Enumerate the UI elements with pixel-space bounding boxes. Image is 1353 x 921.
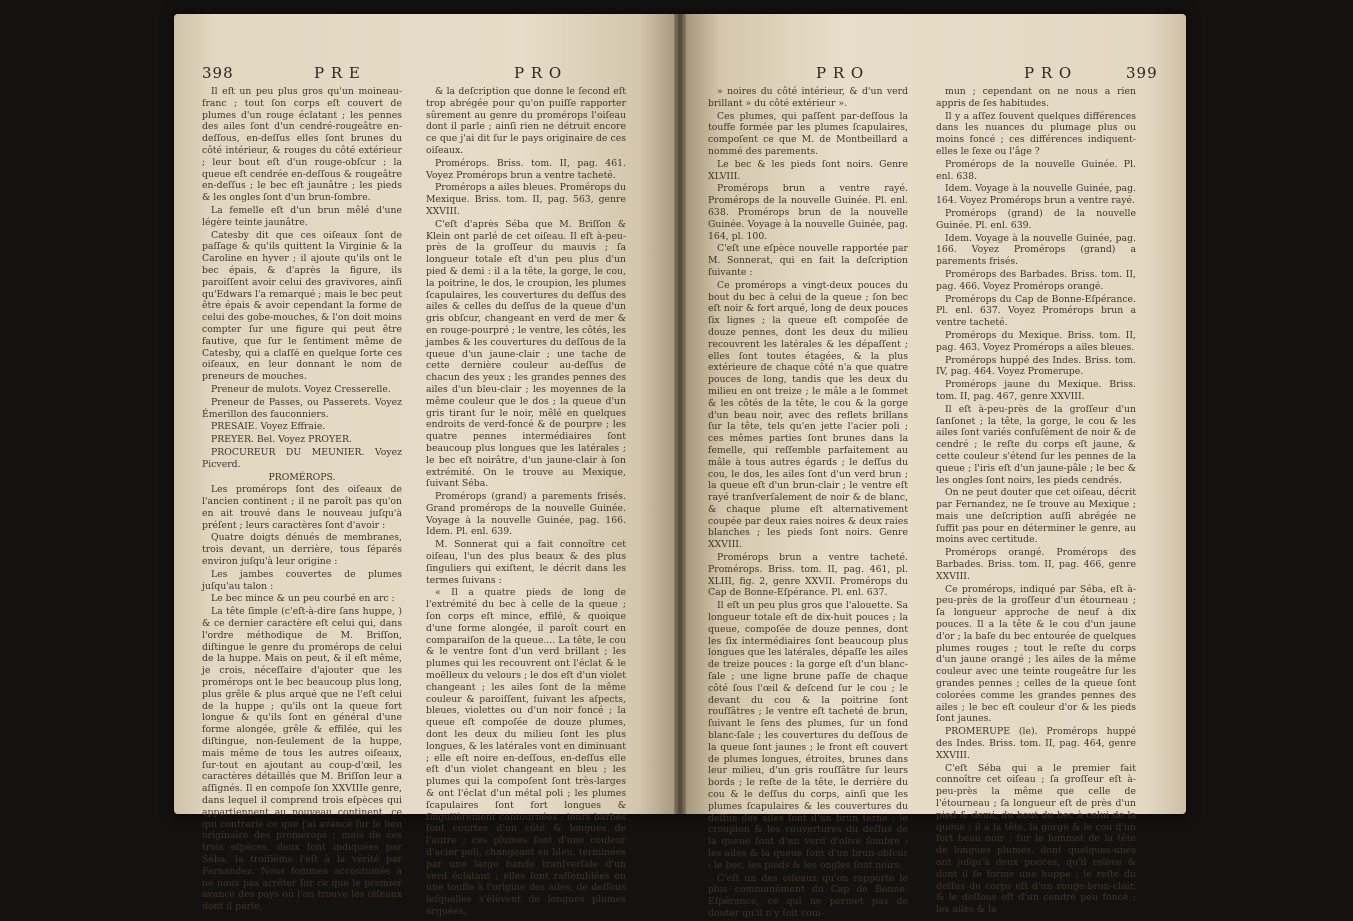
left-page	[174, 14, 674, 917]
running-head: P R O	[514, 64, 563, 82]
entry: Promérops orangé. Promérops des Barbades. Briss. tom. II, pag. 466, genre XXVIII.	[936, 547, 1136, 582]
text-column	[426, 86, 626, 919]
entry: Promérops brun a ventre tacheté. Promérops. Briss. tom. II, pag. 461, pl. XLIII, fig. 2, genre XXVII. Promérops du Cap de Bonne-Eſpérance. Pl. enl. 637.	[708, 552, 908, 599]
entry: PRESAIE. Voyez Effraie.	[211, 421, 326, 433]
entry: Promérops huppé des Indes. Briss. tom. IV, pag. 464. Voyez Promerupe.	[936, 354, 1136, 378]
entry: Promérops du Mexique. Briss. tom. II, pag. 463. Voyez Promérops a ailes bleues.	[936, 329, 1136, 353]
paragraph: Les promérops ſont des oiſeaux de l'ancien continent ; il ne paroît pas qu'on en ait trouvé dans le nouveau juſqu'à préſent ; leurs caractères ſont d'avoir :	[202, 484, 402, 531]
entry: Promérops a ailes bleues. Promérops du Mexique. Briss. tom. II, pag. 563, genre XXVIII.	[426, 182, 626, 217]
paragraph: Il eſt un peu plus gros que l'alouette. Sa longueur totale eſt de dix-huit pouces ; la queue, compoſée de douze pennes, dont les ſix intermédiaires ſont beaucoup plus longues que les latérales, dépaſſe les ailes de treize pouces : la gorge eſt d'un blanc-ſale ; une ligne brune paſſe de chaque côté ſous l'œil & deſcend ſur le cou ; le devant du cou & la poitrine ſont rouſſâtres ; le ventre eſt tacheté de brun, ſuivant le ſens des plumes, ſur un fond blanc-ſale ; les couvertures du deſſous de la queue ſont jaunes ; le front eſt couvert de plumes longues, étroites, brunes dans leur milieu, d'un gris rouſſâtre ſur leurs bords ; le reſte de la tête, le derrière du cou & le deſſus du corps, ainſi que les plumes ſcapulaires & les couvertures du deſſus des ailes ſont d'un brun terne ; le croupion & les couvertures du deſſus de la queue ſont d'un verd d'olive ſombre : les ailes & la queue ſont d'un brun-obſcur : le bec, les pieds & les ongles ſont noirs.	[708, 600, 908, 871]
running-head: P R E	[314, 64, 361, 82]
entry: Promérops (grand) de la nouvelle Guinée. Pl. enl. 639.	[936, 207, 1136, 231]
paragraph: Les jambes couvertes de plumes juſqu'au talon :	[202, 568, 402, 592]
paragraph: Il y a aſſez ſouvent quelques différences dans les nuances du plumage plus ou moins foncé ; ces différences indiquent-elles le ſexe ou l'âge ?	[936, 110, 1136, 157]
entry: Promérops des Barbades. Briss. tom. II, pag. 466. Voyez Promérops orangé.	[936, 268, 1136, 292]
paragraph: Ce promérops, indiqué par Séba, eſt à-peu-près de la groſſeur d'un étourneau ; ſa longueur approche de neuf à dix pouces. Il a la tête & le cou d'un jaune d'or ; la baſe du bec entourée de quelques plumes rouges ; tout le reſte du corps d'un jaune orangé ; les ailes de la même couleur avec une teinte rougeâtre ſur les grandes pennes ; celles de la queue ſont colorées comme les grandes pennes des ailes ; le bec eſt couleur d'or & les pieds ſont jaunes.	[936, 583, 1136, 725]
page-number: 399	[1126, 64, 1158, 82]
paragraph: C'eſt d'après Séba que M. Briſſon & Klein ont parlé de cet oiſeau. Il eſt à-peu-près de la groſſeur du mauvis ; ſa longueur totale eſt d'un peu plus d'un pied & demi : il a la tête, la gorge, le cou, la poitrine, le dos, le croupion, les plumes ſcapulaires, les couvertures du deſſus des ailes & celles du deſſus de la queue d'un gris obſcur, changeant en verd de mer & en rouge-pourpré ; le ventre, les côtés, les jambes & les couvertures du deſſous de la queue d'un jaune-clair ; une tache de cette dernière couleur au-deſſus de chacun des yeux ; les grandes pennes des ailes d'un bleu-clair ; les moyennes de la même couleur que le dos ; la queue d'un gris tirant ſur le noir, mêlé en quelques endroits de verd-foncé & de pourpre ; les quatre pennes intermédiaires ſont beaucoup plus longues que les latérales ; le bec eſt noirâtre, d'un jaune-clair à ſon extrémité. On le trouve au Mexique, ſuivant Séba.	[426, 218, 626, 490]
entry: Preneur de Passes, ou Passerets. Voyez Émerillon des fauconniers.	[202, 396, 402, 420]
paragraph: La tête ſimple (c'eſt-à-dire ſans huppe, ) & ce dernier caractère eſt celui qui, dans l'ordre méthodique de M. Briſſon, diſtingue le genre du promérops de celui de la huppe. Mais on peut, & il eſt même, je crois, néceſſaire d'ajouter que les promérops ont le bec beaucoup plus long, plus grêle & plus arqué que ne l'eſt celui de la huppe ; qu'ils ont la queue fort longue & qu'ils ſont en général d'une forme alongée, grêle & effilée, qui les diſtingue, non-ſeulement de la huppe, mais même de tous les autres oiſeaux, ſur-tout en ajoutant au coup-d'œil, les caractères détaillés que M. Briſſon leur a aſſignés. Il en compoſe ſon XXVIIIe genre, dans lequel il comprend trois eſpèces qui appartiennent au nouveau continent, ce qui contrarie ce que j'ai avancé ſur le lieu originaire des promérops ; mais de ces trois eſpèces, deux ſont indiquées par Séba, la troiſième l'eſt à la vérité par Fernandez. Nous ſommes accoutumés à ne nous pas arrêter ſur ce que le premier avance des pays où l'on trouve les oiſeaux dont il parle,	[202, 606, 402, 913]
entry: PROCUREUR DU MEUNIER. Voyez Picverd.	[202, 446, 402, 470]
text-column	[202, 86, 402, 914]
paragraph: On ne peut douter que cet oiſeau, décrit par Fernandez, ne ſe trouve au Mexique ; mais une deſcription auſſi abrégée ne ſuffit pas pour en déterminer le genre, au moins avec certitude.	[936, 487, 1136, 546]
paragraph: mun ; cependant on ne nous a rien appris de ſes habitudes.	[936, 86, 1136, 109]
entry: Promérops brun a ventre rayé. Promérops de la nouvelle Guinée. Pl. enl. 638. Promérops brun de la nouvelle Guinée. Voyage à la nouvelle Guinée, pag. 164, pl. 100.	[708, 183, 908, 242]
running-head: P R O	[816, 64, 865, 82]
page-number: 398	[202, 64, 234, 82]
entry: Promérops (grand) a parements frisés. Grand promérops de la nouvelle Guinée. Voyage à la nouvelle Guinée, pag. 166. Idem. Pl. enl. 639.	[426, 491, 626, 538]
entry: Idem. Voyage à la nouvelle Guinée, pag. 166. Voyez Promérops (grand) a parements frisés.	[936, 232, 1136, 268]
entry: Idem. Voyage à la nouvelle Guinée, pag. 164. Voyez Promérops brun a ventre rayé.	[936, 183, 1136, 207]
text-column	[936, 86, 1136, 917]
entry: Promérops jaune du Mexique. Briss. tom. II, pag. 467, genre XXVIII.	[936, 379, 1136, 402]
paragraph: Quatre doigts dénués de membranes, trois devant, un derrière, tous ſéparés environ juſqu'à leur origine :	[202, 532, 402, 568]
open-book	[174, 14, 1186, 919]
quotation: « Il a quatre pieds de long de l'extrémité du bec à celle de la queue ; ſon corps eſt mince, effilé, & quoique d'une forme alongée, il paroît court en comparaiſon de la queue.... La tête, le cou & le ventre ſont d'un verd brillant ; les plumes qui les recouvrent ont l'éclat & le moëlleux du velours ; le dos eſt d'un violet changeant ; les ailes ſont de la même couleur & paroiſſent, ſuivant les aſpects, bleues, violettes ou d'un noir foncé ; la queue eſt compoſée de douze plumes, dont les deux du milieu ſont les plus longues, & les latérales vont en diminuant ; elle eſt noire en-deſſous, en-deſſus elle eſt d'un violet changeant en bleu ; les plumes qui la compoſent ſont très-larges & ont l'éclat d'un métal poli ; les plumes ſcapulaires ſont fort longues & ſingulièrement contournées ; leurs barbes ſont courtes d'un côté & longues de l'autre ; ces plumes ſont d'une couleur d'acier poli, changeant en bleu, terminées par une large bande tranſverſale d'un verd éclatant ; elles ſont raſſemblées en une touffe à l'origine des ailes, de deſſous leſquelles s'élèvent de longues plumes arquées,	[426, 587, 626, 917]
entry-heading: PROMÉROPS.	[268, 471, 336, 483]
entry: Promérops. Briss. tom. II, pag. 461. Voyez Promérops brun a ventre tacheté.	[426, 157, 626, 181]
paragraph: C'eſt un des oiſeaux qu'on rapporte le plus communément du Cap de Bonne-Eſpérance, ce qui ne permet pas de douter qu'il n'y ſoit com-	[708, 872, 908, 919]
right-page	[686, 14, 1186, 919]
paragraph: Catesby dit que ces oiſeaux ſont de paſſage & qu'ils quittent la Virginie & la Caroline en hyver ; il ajoute qu'ils ont le bec épais, & d'après la figure, ils paroiſſent avoir celui des gravivores, ainſi qu'Edwars l'a remarqué ; mais le bec peut être épais & avoir cependant la forme de celui des gobe-mouches, & l'on doit moins compter ſur une figure qui peut être fautive, que ſur le ſentiment même de Catesby, qui a claſſé en quelque ſorte ces oiſeaux, en leur donnant le nom de preneurs de mouches.	[202, 229, 402, 383]
paragraph: C'eſt Séba qui a le premier fait connoître cet oiſeau ; ſa groſſeur eſt à-peu-près la même que celle de l'étourneau ; ſa longueur eſt de près d'un pied & demi, du bout du bec à celui de la queue ; il a la tête, la gorge & le cou d'un fort beau noir ; ſur le ſommet de la tête de longues plumes, dont quelques-unes ont juſqu'à deux pouces, qu'il relève & dont il ſe forme une huppe ; le reſte du deſſus du corps eſt d'un rouge-brun-clair, & le deſſous eſt d'un cendré peu foncé ; les ailes & la	[936, 762, 1136, 916]
paragraph: La femelle eſt d'un brun mêlé d'une légère teinte jaunâtre.	[202, 204, 402, 228]
paragraph: Ces plumes, qui paſſent par-deſſous la touffe formée par les plumes ſcapulaires, compoſent ce que M. de Montbeillard a nommé des parements.	[708, 110, 908, 157]
entry: Promérops du Cap de Bonne-Eſpérance. Pl. enl. 637. Voyez Promérops brun a ventre tacheté.	[936, 293, 1136, 329]
entry: Promérops de la nouvelle Guinée. Pl. enl. 638.	[936, 158, 1136, 182]
entry: PROMERUPE (le). Promérops huppé des Indes. Briss. tom. II, pag. 464, genre XXVIII.	[936, 726, 1136, 761]
paragraph: & la deſcription que donne le ſecond eſt trop abrégée pour qu'on puiſſe rapporter sûrement au genre du promérops l'oiſeau dont il parle ; ainſi rien ne détruit encore ce que j'ai dit ſur le pays originaire de ces oiſeaux.	[426, 86, 626, 156]
entry: PREYER. Bel. Voyez PROYER.	[211, 434, 352, 446]
paragraph: Le bec mince & un peu courbé en arc :	[211, 593, 395, 605]
paragraph: Il eſt un peu plus gros qu'un moineau-franc ; tout ſon corps eſt couvert de plumes d'un rouge éclatant ; les pennes des ailes ſont d'un cendré-rougeâtre en-deſſous, en-deſſus elles ſont brunes du côté intérieur, & rouges du côté extérieur ; leur bout eſt d'un rouge-obſcur ; la queue eſt cendrée en-deſſous & rougeâtre en-deſſus ; le bec eſt jaunâtre ; les pieds & les ongles ſont d'un brun-ſombre.	[202, 86, 402, 204]
text-column	[708, 86, 908, 921]
book-gutter	[674, 14, 686, 814]
paragraph: Ce promérops a vingt-deux pouces du bout du bec à celui de la queue ; ſon bec eſt noir & fort arqué, long de deux pouces ſix lignes ; la queue eſt compoſée de douze pennes, dont les deux du milieu recouvrent les latérales & les dépaſſent ; elles ſont toutes étagées, & la plus extérieure de chaque côté n'a que quatre pouces de long, tandis que les deux du milieu en ont treize ; le mâle a le ſommet & les côtés de la tête, le cou & la gorge d'un beau noir, avec des reflets brillans ſur la tête, tels qu'en jette l'acier poli ; ces mêmes parties ſont brunes dans la femelle, qui reſſemble parfaitement au mâle à tous autres égards ; le deſſus du cou, le dos, les ailes ſont d'un verd brun ; la queue eſt d'un brun-clair ; le ventre eſt rayé tranſverſalement de noir & de blanc, & chaque plume eſt alternativement coupée par deux raies noires & deux raies blanches ; les pieds ſont noirs. Genre XXVIII.	[708, 279, 908, 551]
paragraph: » noires du côté intérieur, & d'un verd brillant » du côté extérieur ».	[708, 86, 908, 109]
entry: Preneur de mulots. Voyez Cresserelle.	[211, 383, 391, 395]
paragraph: Le bec & les pieds ſont noirs. Genre XLVIII.	[708, 158, 908, 182]
paragraph: Il eſt à-peu-près de la groſſeur d'un ſanſonet ; la tête, la gorge, le cou & les ailes ſont variés confuſément de noir & de cendré ; le reſte du corps eſt jaune, & cette couleur s'étend ſur les pennes de la queue ; l'iris eſt d'un jaune-pâle ; le bec & les ongles ſont noirs, les pieds cendrés.	[936, 403, 1136, 486]
paragraph: M. Sonnerat qui a fait connoître cet oiſeau, l'un des plus beaux & des plus ſinguliers qui exiſtent, le décrit dans les termes ſuivans :	[426, 539, 626, 586]
running-head: P R O	[1024, 64, 1073, 82]
paragraph: C'eſt une eſpèce nouvelle rapportée par M. Sonnerat, qui en fait la deſcription ſuivante :	[708, 243, 908, 278]
